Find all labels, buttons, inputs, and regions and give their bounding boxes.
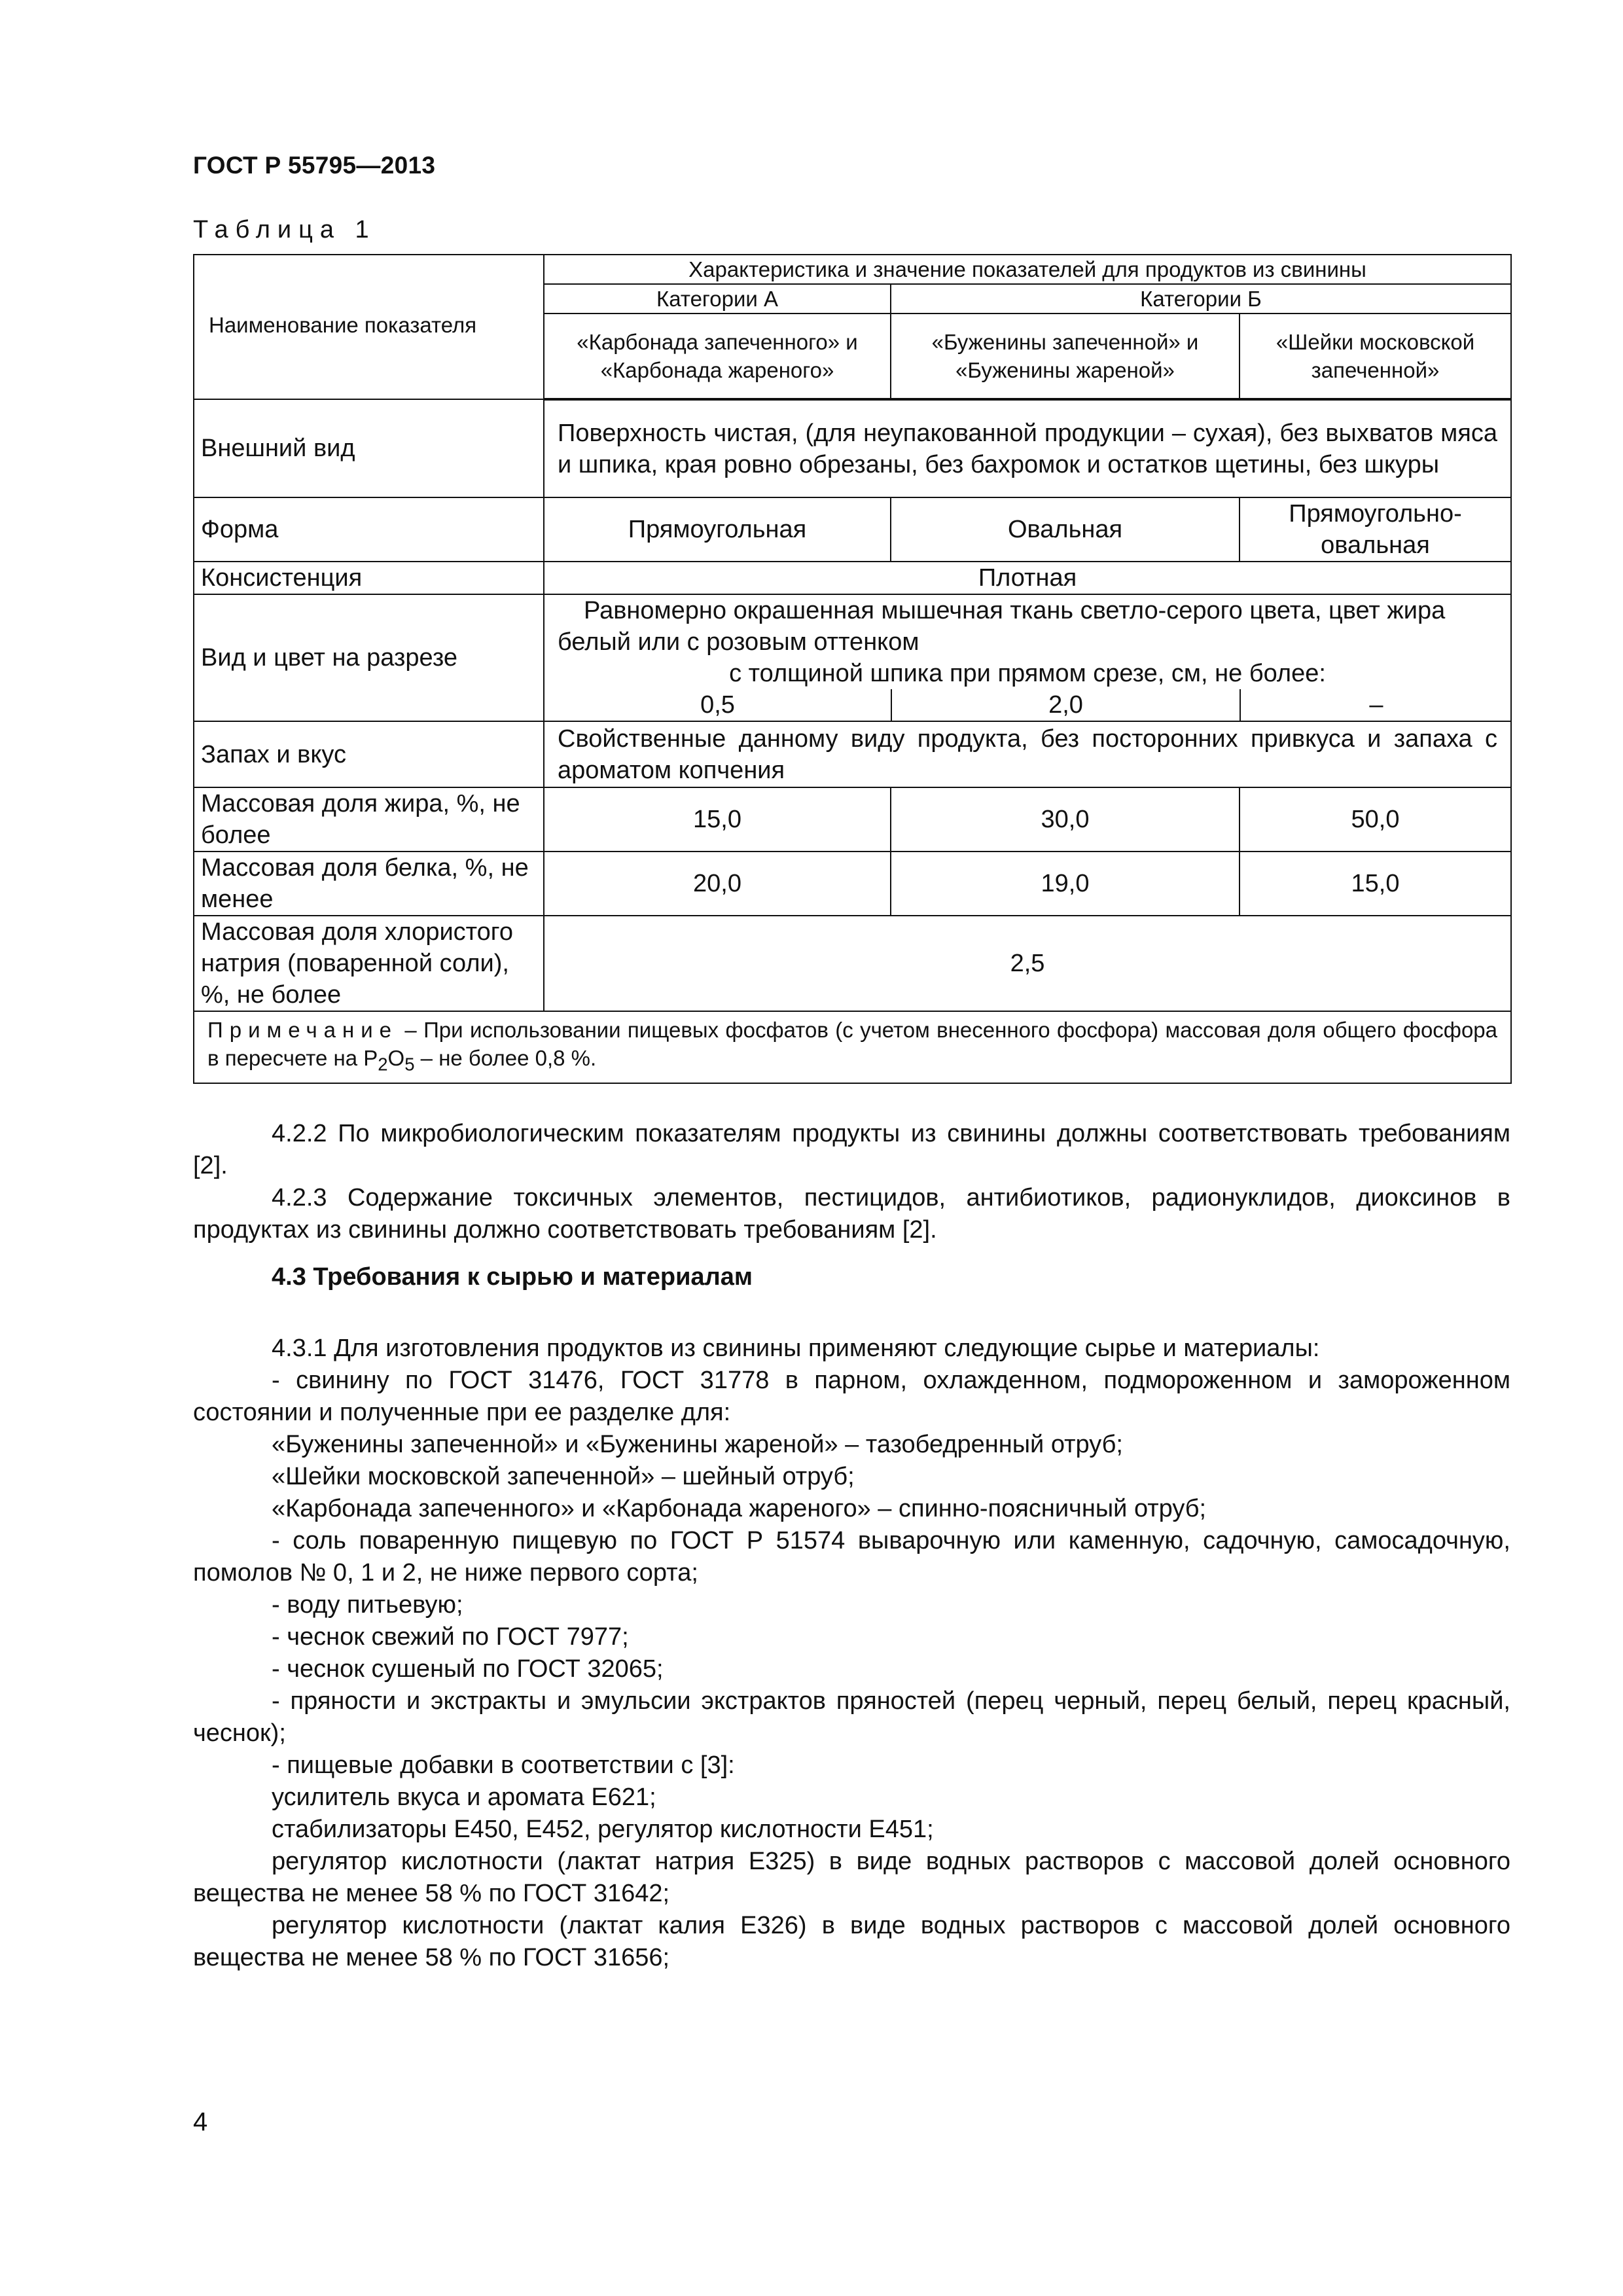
row-name: Запах и вкус [194,721,544,787]
row-value: 30,0 [891,787,1240,852]
row-name: Вид и цвет на разрезе [194,594,544,721]
row-name: Массовая доля жира, %, не более [194,787,544,852]
table-row [194,787,1511,852]
table-note: Примечание – При использовании пищевых фосфатов (с учетом внесенного фосфора) массовая доля общего фосфора в пересчете на $P_2O_5$ – не более 0,8 %. [194,1011,1511,1083]
row-value: 50,0 [1240,787,1511,852]
row-name: Внешний вид [194,399,544,497]
row-value: Прямоугольно-овальная [1240,497,1511,562]
table-row [194,562,1511,594]
row-value: 0,5 [700,691,735,719]
row-value: 15,0 [1240,852,1511,916]
row-value: 19,0 [891,852,1240,916]
list-item: усилитель вкуса и аромата Е621; [272,1784,656,1811]
note-label: Примечание [207,1018,399,1042]
header-category-b: Категории Б [891,284,1511,314]
table-row [194,916,1511,1011]
row-name: Консистенция [194,562,544,594]
row-value: 2,0 [891,689,1240,721]
list-item: - свинину по ГОСТ 31476, ГОСТ 31778 в парном, охлажденном, подмороженном и замороженном состоянии и полученные при ее разделке для: [193,1367,1510,1426]
list-item: - пищевые добавки в соответствии с [3]: [272,1751,735,1779]
paragraphs-4-2 [193,1118,1510,1246]
row-value: – [1369,691,1383,719]
list-item: «Карбонада запеченного» и «Карбонада жареного» – спинно-поясничный отруб; [272,1495,1207,1522]
header-group: Характеристика и значение показателей для продуктов из свинины [544,255,1511,284]
row-value: Овальная [891,497,1240,562]
row-value: Поверхность чистая, (для неупакованной продукции – сухая), без выхватов мяса и шпика, края ровно обрезаны, без бахромок и остатков щетины, без шкуры [544,399,1511,497]
list-item: «Шейки московской запеченной» – шейный отруб; [272,1463,855,1490]
header-product-buzhenina: «Буженины запеченной» и «Буженины жареной» [891,314,1240,399]
header-product-karbonad: «Карбонада запеченного» и «Карбонада жареного» [544,314,891,399]
header-category-a: Категории А [544,284,891,314]
table-title: Таблица 1 [193,216,376,243]
table-row [194,399,1511,497]
row-value: Равномерно окрашенная мышечная ткань светло-серого цвета, цвет жира белый или с розовым оттенком [558,597,1446,656]
document-header: ГОСТ Р 55795—2013 [193,152,436,179]
row-value: Прямоугольная [544,497,891,562]
row-value: 20,0 [544,852,891,916]
section-title: 4.3 Требования к сырью и материалам [272,1263,753,1291]
row-value: 2,5 [544,916,1511,1011]
list-item: - пряности и экстракты и эмульсии экстрактов пряностей (перец черный, перец белый, перец красный, чеснок); [193,1687,1510,1747]
materials-list [193,1333,1510,1974]
list-item: - чеснок свежий по ГОСТ 7977; [272,1623,629,1651]
table-row [194,497,1511,562]
list-item: - соль поваренную пищевую по ГОСТ Р 51574 выварочную или каменную, садочную, самосадочную, помолов № 0, 1 и 2, не ниже первого сорта; [193,1527,1510,1587]
row-value: Свойственные данному виду продукта, без посторонних привкуса и запаха с ароматом копчения [544,721,1511,787]
paragraph: 4.2.2 По микробиологическим показателям продукты из свинины должны соответствовать требованиям [2]. [193,1120,1510,1179]
table-row [194,852,1511,916]
list-item: - воду питьевую; [272,1591,463,1619]
header-product-sheika: «Шейки московской запеченной» [1240,314,1511,399]
table-row [194,721,1511,787]
list-item: регулятор кислотности (лактат натрия Е325) в виде водных растворов с массовой долей основного вещества не менее 58 % по ГОСТ 31642; [193,1848,1510,1907]
row-name: Массовая доля белка, %, не менее [194,852,544,916]
row-value: Плотная [544,562,1511,594]
row-value: 15,0 [544,787,891,852]
list-item: «Буженины запеченной» и «Буженины жареной» – тазобедренный отруб; [272,1431,1123,1458]
header-indicator-name: Наименование показателя [194,255,544,399]
table-row [194,1011,1511,1083]
row-subheader: с толщиной шпика при прямом срезе, см, не более: [729,660,1326,687]
list-item: регулятор кислотности (лактат калия Е326) в виде водных растворов с массовой долей основного вещества не менее 58 % по ГОСТ 31656; [193,1912,1510,1971]
table-row [194,594,1511,721]
list-item: стабилизаторы Е450, Е452, регулятор кислотности Е451; [272,1816,934,1843]
row-name: Массовая доля хлористого натрия (поваренной соли), %, не более [194,916,544,1011]
paragraph: 4.2.3 Содержание токсичных элементов, пестицидов, антибиотиков, радионуклидов, диоксинов в продуктах из свинины должно соответствовать требованиям [2]. [193,1184,1510,1244]
page-number: 4 [193,2108,208,2136]
row-name: Форма [194,497,544,562]
requirements-table [193,254,1512,1084]
list-item: - чеснок сушеный по ГОСТ 32065; [272,1655,664,1683]
list-item: 4.3.1 Для изготовления продуктов из свинины применяют следующие сырье и материалы: [272,1335,1320,1362]
